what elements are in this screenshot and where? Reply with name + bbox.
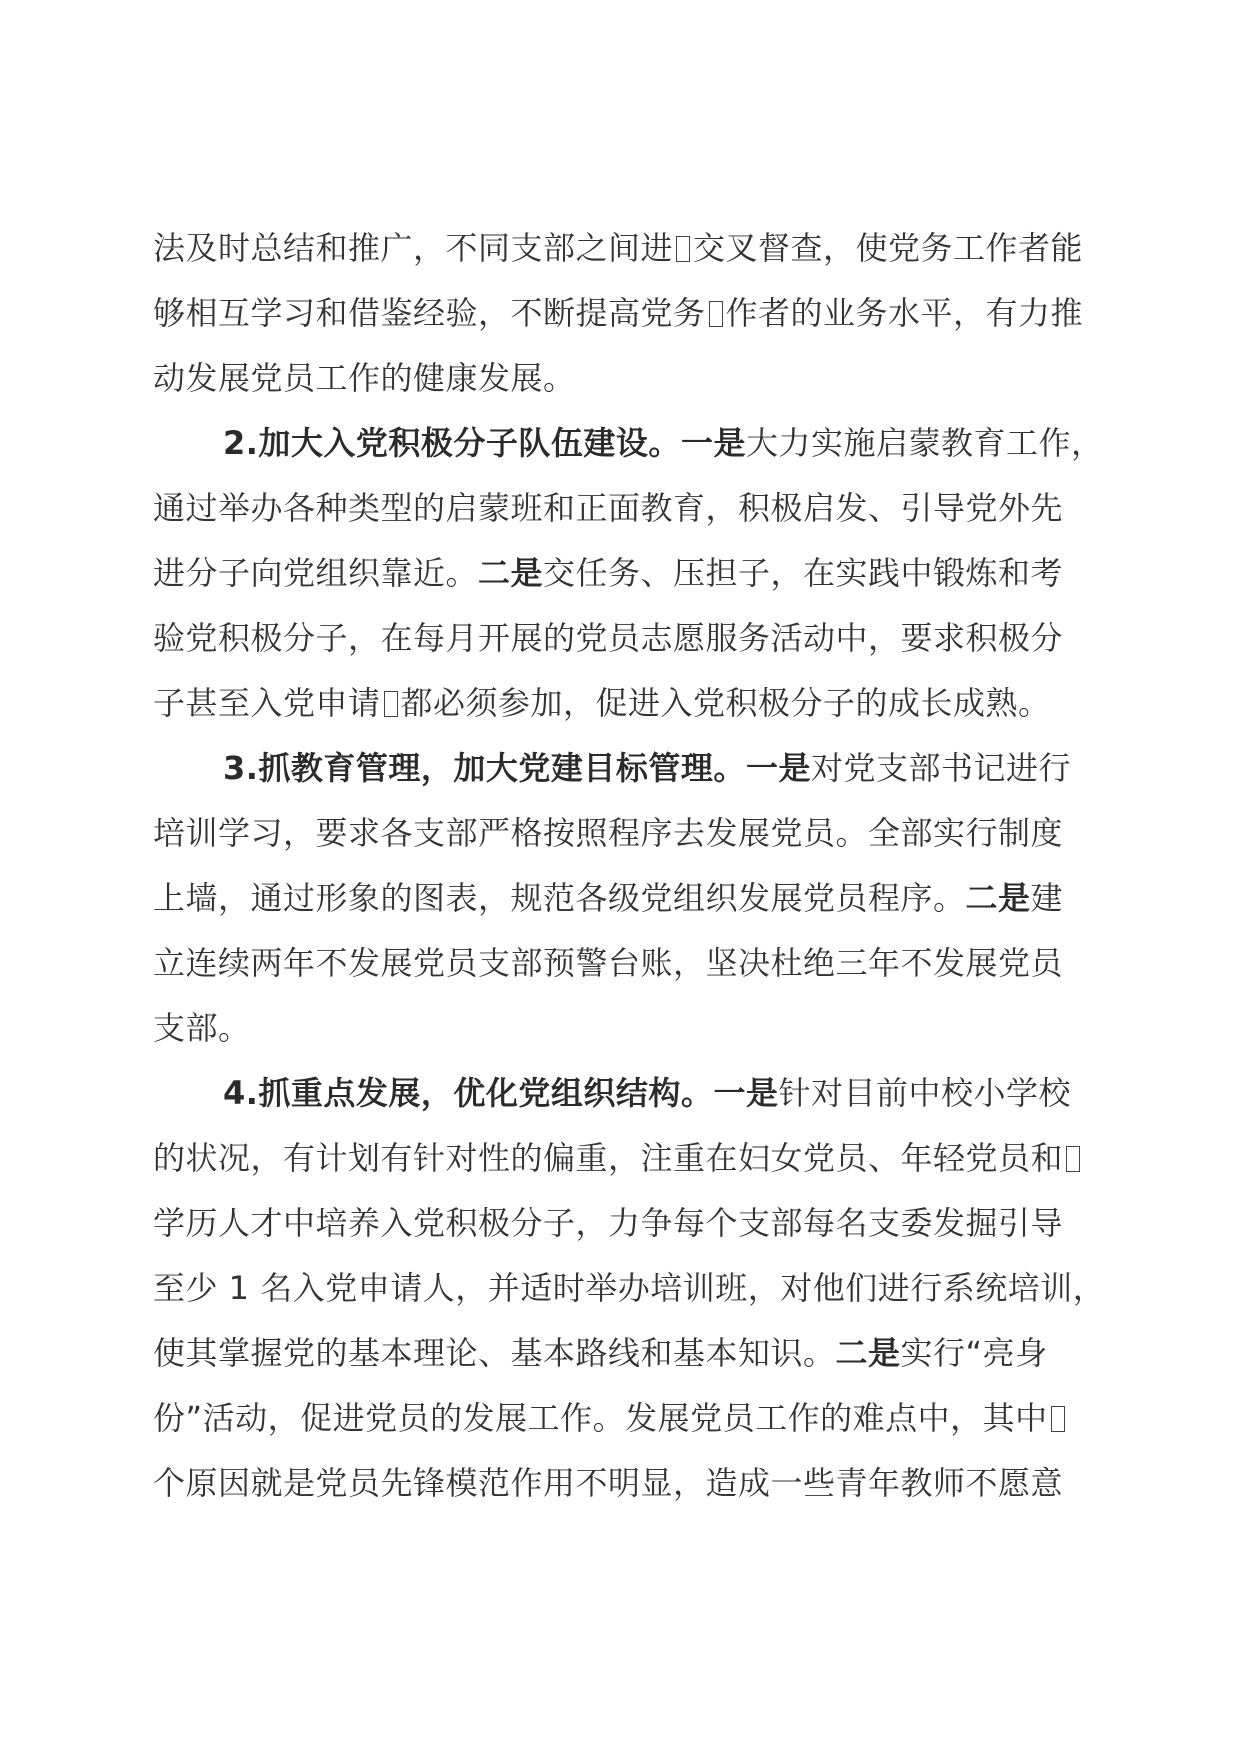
body-text: 动发展党员工作的健康发展。	[153, 359, 576, 397]
text-line	[153, 866, 1093, 931]
text-line	[153, 346, 1093, 411]
body-text: 通过举办各种类型的启蒙班和正面教育，积极启发、引导党外先	[153, 489, 1064, 527]
text-line	[153, 1321, 1093, 1386]
body-text: 都必须参加，促进入党积极分子的成长成熟。	[400, 684, 1051, 722]
text-line	[153, 1451, 1093, 1516]
body-text: 验党积极分子，在每月开展的党员志愿服务活动中，要求积极分	[153, 619, 1064, 657]
body-text: 培训学习，要求各支部严格按照程序去发展党员。全部实行制度	[153, 814, 1064, 852]
body-text: 进分子向党组织靠近。	[153, 554, 479, 592]
missing-glyph-icon	[676, 236, 690, 262]
bold-text: 3.抓教育管理，加大党建目标管理。	[223, 749, 746, 787]
body-text: 大力实施启蒙教育工作，	[745, 424, 1104, 462]
bold-text: 二是	[835, 1334, 901, 1372]
text-line	[153, 1191, 1093, 1256]
body-text: 建	[1030, 879, 1064, 917]
paragraph-first-line	[153, 736, 1093, 801]
bold-text: 一是	[745, 749, 811, 787]
text-line	[153, 671, 1093, 736]
body-text: 法及时总结和推广，不同支部之间进	[153, 229, 674, 267]
text-line	[153, 281, 1093, 346]
bold-text: 二是	[478, 554, 544, 592]
text-line	[153, 996, 1093, 1061]
body-text: 实行“亮身	[900, 1334, 1048, 1372]
missing-glyph-icon	[1051, 1406, 1065, 1432]
missing-glyph-icon	[709, 301, 723, 327]
body-text: 个原因就是党员先锋模范作用不明显，造成一些青年教师不愿意	[153, 1464, 1064, 1502]
bold-text: 一是	[680, 424, 746, 462]
text-line	[153, 801, 1093, 866]
body-text: 作者的业务水平，有力推	[725, 294, 1084, 332]
text-line	[153, 931, 1093, 996]
bold-text: 二是	[965, 879, 1031, 917]
paragraph-first-line	[153, 1061, 1093, 1126]
body-text: 子甚至入党申请	[153, 684, 381, 722]
text-line	[153, 476, 1093, 541]
document-body	[153, 216, 1106, 1516]
body-text: 上墙，通过形象的图表，规范各级党组织发展党员程序。	[153, 879, 966, 917]
body-text: 对党支部书记进行	[810, 749, 1071, 787]
body-text: 立连续两年不发展党员支部预警台账，坚决杜绝三年不发展党员	[153, 944, 1064, 982]
bold-text: 4.抓重点发展，优化党组织结构。	[223, 1074, 714, 1112]
body-text: 针对目前中校小学校	[778, 1074, 1071, 1112]
missing-glyph-icon	[1066, 1146, 1080, 1172]
text-line	[153, 1126, 1093, 1191]
body-text: 使其掌握党的基本理论、基本路线和基本知识。	[153, 1334, 836, 1372]
text-line	[153, 1386, 1093, 1451]
body-text: 份”活动，促进党员的发展工作。发展党员工作的难点中，其中	[153, 1399, 1048, 1437]
bold-text: 2.加大入党积极分子队伍建设。	[223, 424, 681, 462]
text-line	[153, 606, 1093, 671]
body-text: 至少 1 名入党申请人，并适时举办培训班，对他们进行系统培训，	[153, 1269, 1106, 1307]
missing-glyph-icon	[384, 691, 398, 717]
text-line	[153, 541, 1093, 606]
body-text: 交任务、压担子，在实践中锻炼和考	[543, 554, 1064, 592]
body-text: 够相互学习和借鉴经验，不断提高党务	[153, 294, 706, 332]
body-text: 的状况，有计划有针对性的偏重，注重在妇女党员、年轻党员和	[153, 1139, 1064, 1177]
text-line	[153, 216, 1093, 281]
paragraph-first-line	[153, 411, 1104, 476]
bold-text: 一是	[713, 1074, 779, 1112]
body-text: 交叉督查，使党务工作者能	[693, 229, 1084, 267]
body-text: 支部。	[153, 1009, 251, 1047]
body-text: 学历人才中培养入党积极分子，力争每个支部每名支委发掘引导	[153, 1204, 1064, 1242]
text-line	[153, 1256, 1106, 1321]
